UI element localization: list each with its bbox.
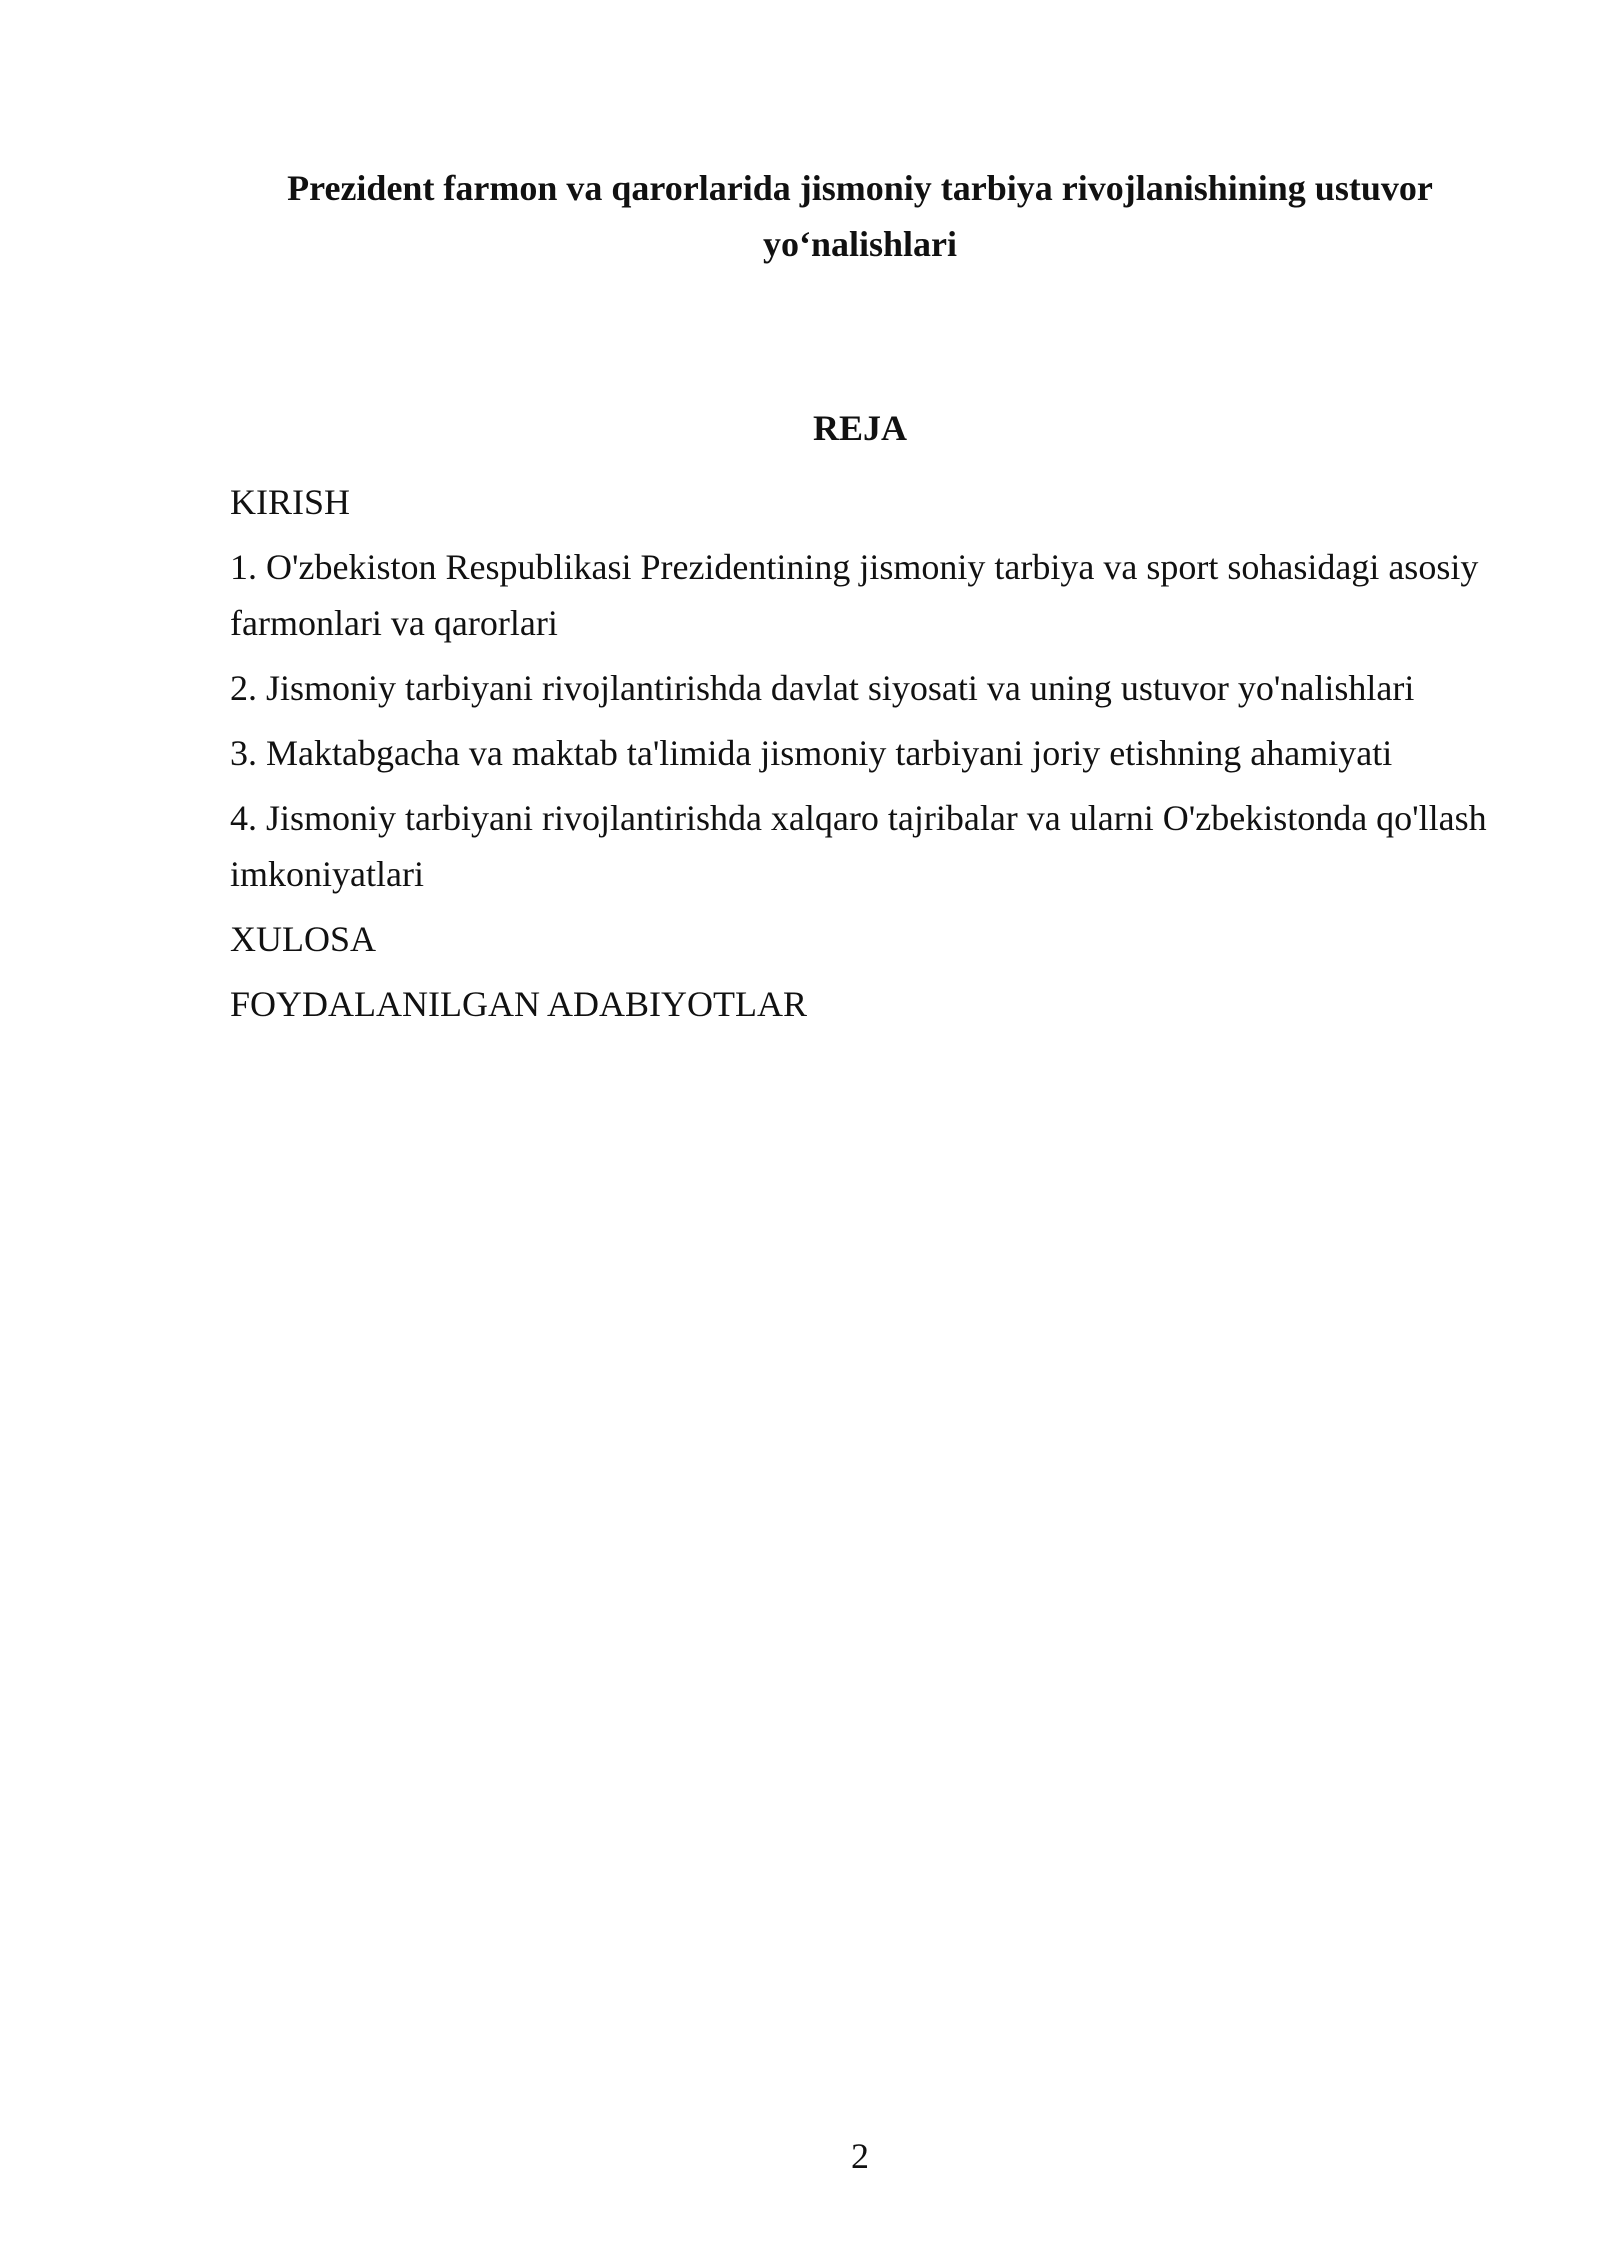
plan-item-2: 2. Jismoniy tarbiyani rivojlantirishda davlat siyosati va uning ustuvor yo'nalishlari	[230, 668, 1415, 708]
plan-item-4: 4. Jismoniy tarbiyani rivojlantirishda xalqaro tajribalar va ularni O'zbekistonda qo'llash imkoniyatlari	[230, 798, 1487, 894]
document-title: Prezident farmon va qarorlarida jismoniy tarbiya rivojlanishining ustuvor yo‘nalishlari	[287, 168, 1433, 264]
plan-item-3: 3. Maktabgacha va maktab ta'limida jismoniy tarbiyani joriy etishning ahamiyati	[230, 733, 1393, 773]
plan-heading: REJA	[812, 408, 907, 448]
page-number: 2	[851, 2136, 869, 2176]
plan-item-1: 1. O'zbekiston Respublikasi Prezidentining jismoniy tarbiya va sport sohasidagi asosiy farmonlari va qarorlari	[230, 547, 1479, 643]
plan-item-conclusion: XULOSA	[230, 919, 377, 959]
plan-list	[230, 474, 1492, 1041]
plan-item-introduction: KIRISH	[230, 482, 351, 522]
plan-item-references: FOYDALANILGAN ADABIYOTLAR	[230, 984, 807, 1024]
